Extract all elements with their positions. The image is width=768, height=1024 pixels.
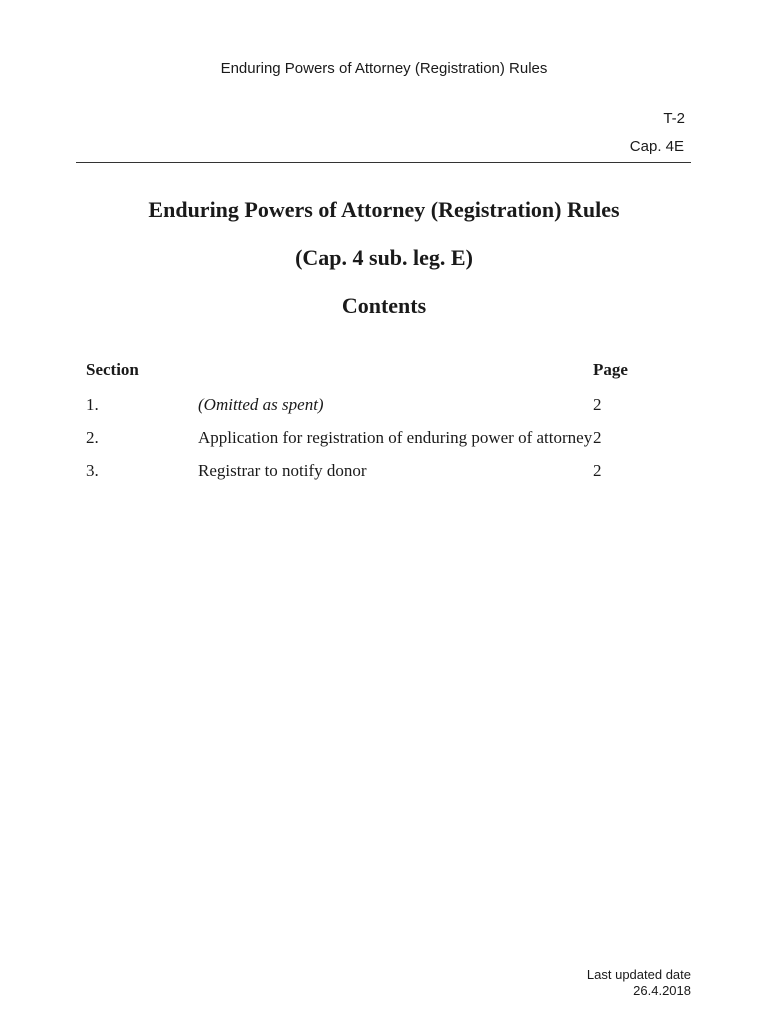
toc-page-number: 2 bbox=[593, 428, 602, 447]
header-divider bbox=[76, 162, 691, 163]
document-subtitle: (Cap. 4 sub. leg. E) bbox=[295, 245, 473, 270]
last-updated-label: Last updated date bbox=[586, 967, 691, 982]
contents-heading: Contents bbox=[341, 293, 427, 318]
toc-section-title[interactable]: Application for registration of enduring power of attorney bbox=[198, 428, 593, 447]
toc-section-number: 1. bbox=[86, 395, 99, 414]
toc-section-title[interactable]: Registrar to notify donor bbox=[198, 461, 367, 480]
last-updated-date: 26.4.2018 bbox=[633, 983, 691, 998]
toc-header-row bbox=[86, 359, 646, 380]
toc-section-number: 3. bbox=[86, 461, 99, 480]
page-code: T-2 bbox=[663, 110, 685, 127]
toc-row[interactable] bbox=[86, 427, 646, 448]
table-of-contents bbox=[86, 359, 646, 493]
toc-page-number: 2 bbox=[593, 461, 602, 480]
running-header: Enduring Powers of Attorney (Registration) Rules bbox=[220, 60, 548, 77]
last-updated-footer bbox=[587, 967, 691, 999]
toc-row[interactable] bbox=[86, 394, 646, 415]
toc-page-number: 2 bbox=[593, 395, 602, 414]
document-title: Enduring Powers of Attorney (Registration) Rules bbox=[148, 197, 620, 222]
toc-section-title[interactable]: (Omitted as spent) bbox=[198, 395, 324, 414]
toc-section-header: Section bbox=[86, 360, 139, 379]
toc-page-header: Page bbox=[593, 360, 628, 379]
toc-row[interactable] bbox=[86, 460, 646, 481]
toc-section-number: 2. bbox=[86, 428, 99, 447]
chapter-code: Cap. 4E bbox=[629, 138, 684, 155]
